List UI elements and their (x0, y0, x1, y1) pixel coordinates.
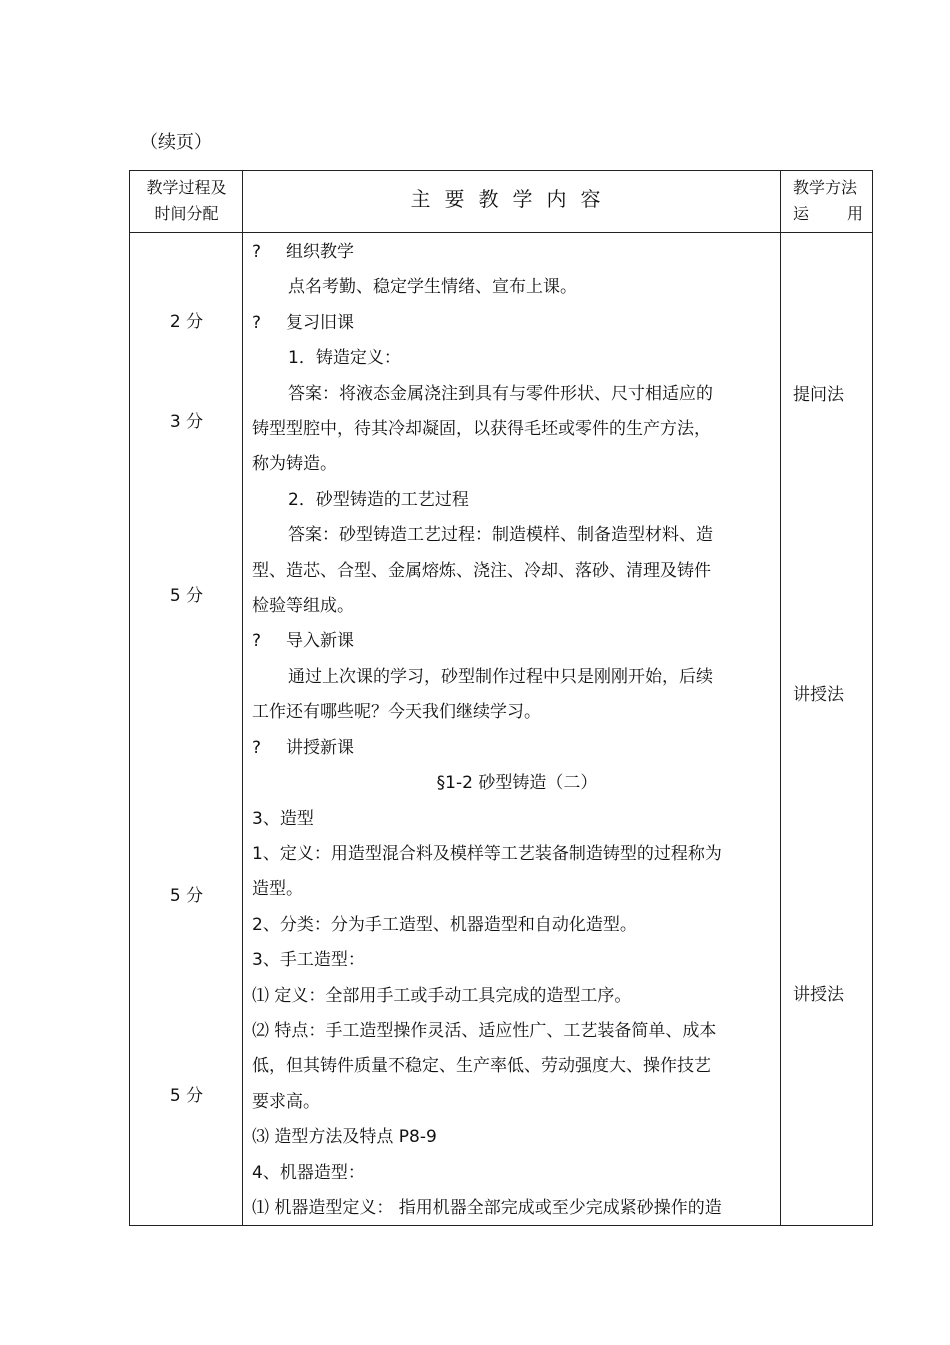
time-allocation: 3 分 (169, 412, 204, 432)
header-teaching-method (783, 175, 871, 227)
content-line: 1．铸造定义： (288, 348, 401, 369)
section-heading: 导入新课 (286, 631, 354, 652)
header-divider (130, 232, 872, 233)
content-line: 工作还有哪些呢？今天我们继续学习。 (252, 702, 541, 723)
content-line: ⑴ 机器造型定义： 指用机器全部完成或至少完成紧砂操作的造 (252, 1197, 722, 1218)
content-line: 2．砂型铸造的工艺过程 (288, 489, 469, 510)
content-line (252, 306, 782, 341)
content-line: 3、手工造型： (252, 950, 365, 971)
content-line: 2、分类：分为手工造型、机器造型和自动化造型。 (252, 914, 637, 935)
content-line: 答案：将液态金属浇注到具有与零件形状、尺寸相适应的 (288, 383, 713, 404)
content-line: 点名考勤、稳定学生情绪、宣布上课。 (288, 277, 577, 298)
header-method-line2 (783, 201, 871, 227)
teaching-method: 提问法 (793, 385, 844, 405)
content-line: 4、机器造型： (252, 1162, 365, 1183)
header-method-char-a: 运 (793, 204, 810, 223)
section-heading: 讲授新课 (286, 737, 354, 758)
bullet-marker: ? (252, 242, 262, 262)
content-line: 答案：砂型铸造工艺过程：制造模样、制备造型材料、造 (288, 525, 713, 546)
content-line: ⑶ 造型方法及特点 P8-9 (252, 1127, 437, 1148)
bullet-marker: ? (252, 737, 262, 758)
content-line: 称为铸造。 (252, 454, 337, 475)
header-main-content: 主要教学内容 (410, 187, 615, 211)
continued-page-label: （续页） (140, 132, 212, 153)
content-line: 3、造型 (252, 808, 314, 829)
header-time-line1: 教学过程及 (146, 178, 227, 197)
lesson-plan-table (129, 170, 873, 1226)
time-allocation: 5 分 (169, 1086, 204, 1106)
lesson-title: §1-2 砂型铸造（二） (436, 773, 598, 794)
section-heading: 复习旧课 (286, 312, 354, 333)
content-line (252, 624, 782, 659)
content-line: 型、造芯、合型、金属熔炼、浇注、冷却、落砂、清理及铸件 (252, 560, 711, 581)
section-heading: 组织教学 (286, 242, 354, 262)
time-allocation: 5 分 (169, 586, 204, 606)
content-line: 要求高。 (252, 1091, 320, 1112)
time-allocation: 5 分 (169, 886, 204, 906)
header-time-allocation (130, 175, 243, 227)
content-line: 1、定义：用造型混合料及模样等工艺装备制造铸型的过程称为 (252, 843, 722, 864)
bullet-marker: ? (252, 631, 262, 652)
content-line: 通过上次课的学习，砂型制作过程中只是刚刚开始，后续 (288, 666, 713, 687)
content-line (252, 731, 782, 766)
content-line: 检验等组成。 (252, 596, 354, 617)
main-content (252, 235, 782, 1226)
teaching-method: 讲授法 (793, 685, 844, 705)
content-line: ⑴ 定义：全部用手工或手动工具完成的造型工序。 (252, 985, 632, 1006)
header-method-char-b: 用 (846, 204, 863, 223)
teaching-method: 讲授法 (793, 985, 844, 1005)
header-time-line2: 时间分配 (154, 204, 219, 223)
time-allocation: 2 分 (169, 312, 204, 332)
content-line (252, 235, 782, 270)
bullet-marker: ? (252, 312, 262, 333)
content-line: 造型。 (252, 879, 303, 900)
header-method-line1: 教学方法 (793, 178, 858, 197)
content-line: 铸型型腔中，待其冷却凝固，以获得毛坯或零件的生产方法， (252, 419, 711, 440)
content-line: ⑵ 特点：手工造型操作灵活、适应性广、工艺装备简单、成本 (252, 1020, 717, 1041)
content-line: 低，但其铸件质量不稳定、生产率低、劳动强度大、操作技艺 (252, 1056, 711, 1077)
